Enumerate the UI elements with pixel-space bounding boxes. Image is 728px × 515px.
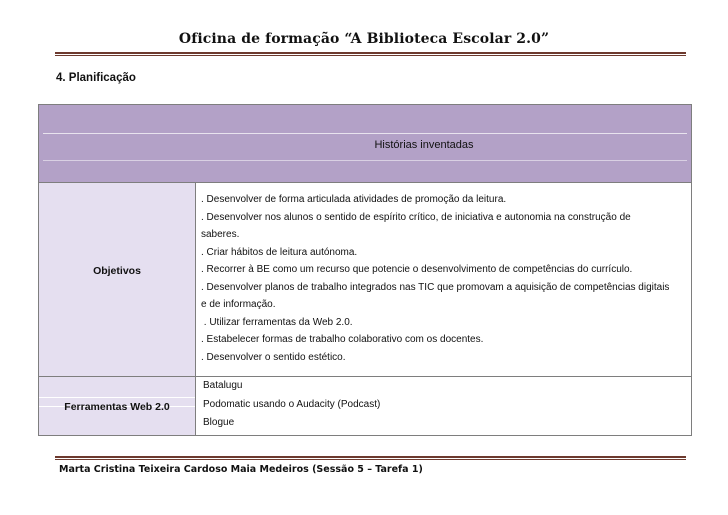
objective-line: . Desenvolver de forma articulada atividades de promoção da leitura.: [201, 194, 507, 205]
document-header-title: Oficina de formação “A Biblioteca Escolar 2.0”: [178, 31, 550, 47]
objective-line: . Recorrer à BE como um recurso que potencie o desenvolvimento de competências do currículo.: [201, 264, 633, 275]
objectives-label-cell: [39, 183, 196, 377]
footer-rule: [55, 456, 686, 458]
footer-author: Marta Cristina Teixeira Cardoso Maia Medeiros (Sessão 5 – Tarefa 1): [59, 464, 423, 475]
footer-rule-thin: [55, 459, 686, 460]
table-title-row: [39, 105, 691, 183]
tool-item: Batalugu: [203, 380, 243, 391]
objectives-list: [201, 191, 691, 366]
objective-line: . Desenvolver nos alunos o sentido de espírito crítico, de iniciativa e autonomia na construção de: [201, 211, 631, 223]
objective-line: . Estabelecer formas de trabalho colaborativo com os docentes.: [201, 334, 484, 345]
tool-item: Podomatic usando o Audacity (Podcast): [203, 398, 381, 410]
tools-label: Ferramentas Web 2.0: [64, 401, 170, 413]
tools-label-cell: [39, 377, 196, 435]
objective-line: . Utilizar ferramentas da Web 2.0.: [201, 316, 353, 328]
title-row-divider: [43, 133, 687, 134]
objective-line: e de informação.: [201, 299, 276, 310]
header-rule: [55, 52, 686, 54]
objective-line: saberes.: [201, 229, 240, 240]
objective-line: . Desenvolver planos de trabalho integrados nas TIC que promovam a aquisição de competências digitais: [201, 281, 670, 293]
planning-table: [38, 104, 692, 436]
header-rule-thin: [55, 55, 686, 56]
objective-line: . Desenvolver o sentido estético.: [201, 351, 346, 363]
tools-list: [203, 377, 689, 433]
tool-item: Blogue: [203, 417, 235, 428]
section-heading: 4. Planificação: [56, 72, 136, 84]
objectives-label: Objetivos: [93, 265, 141, 277]
objective-line: . Criar hábitos de leitura autónoma.: [201, 246, 358, 258]
activity-title: Histórias inventadas: [374, 139, 474, 151]
title-row-divider: [43, 160, 687, 161]
